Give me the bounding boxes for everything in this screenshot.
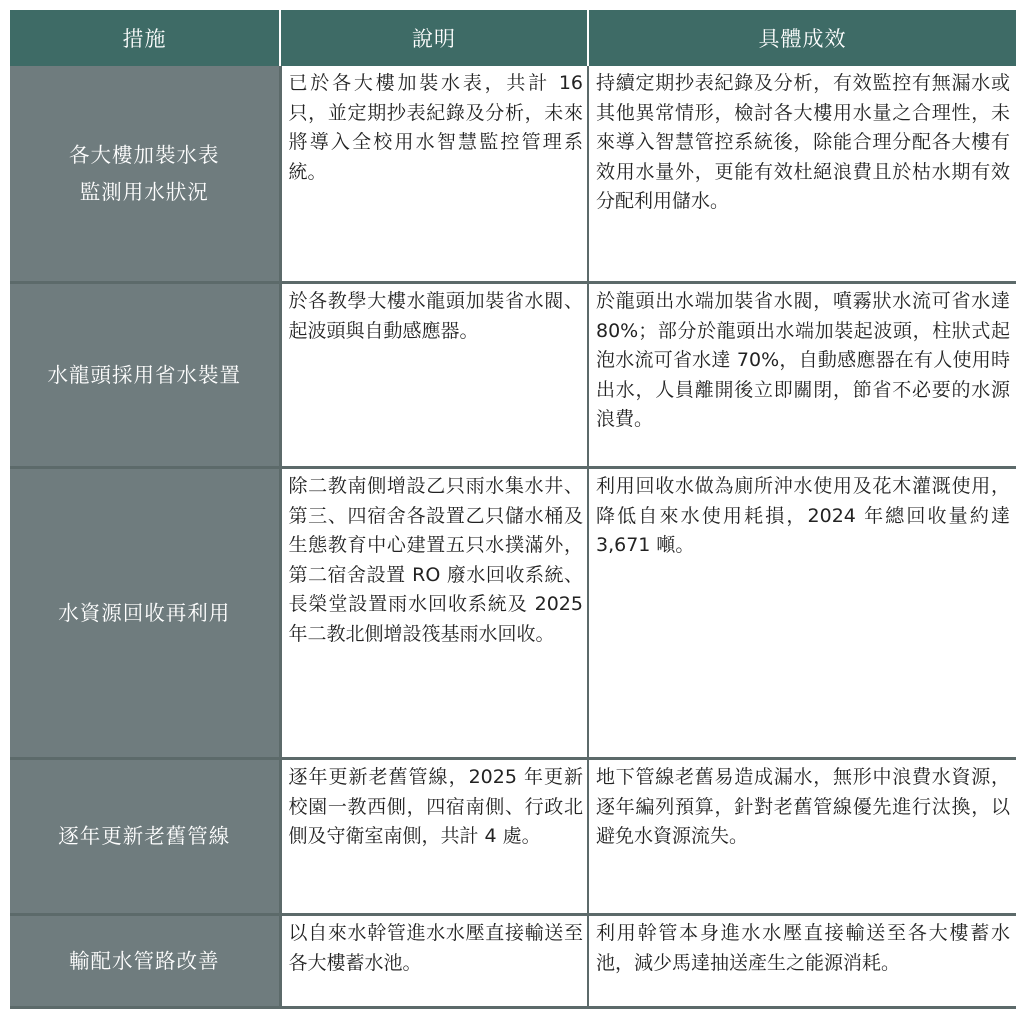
description-cell: 已於各大樓加裝水表，共計 16 只，並定期抄表紀錄及分析，未來將導入全校用水智慧監控管理系統。 bbox=[280, 66, 588, 283]
table-row bbox=[10, 915, 1016, 1008]
table-row bbox=[10, 66, 1016, 283]
table-row bbox=[10, 468, 1016, 759]
description-cell: 以自來水幹管進水水壓直接輸送至各大樓蓄水池。 bbox=[280, 915, 588, 1008]
description-cell: 於各教學大樓水龍頭加裝省水閥、起波頭與自動感應器。 bbox=[280, 283, 588, 468]
measure-cell: 水資源回收再利用 bbox=[10, 468, 280, 759]
measure-cell: 各大樓加裝水表 監測用水狀況 bbox=[10, 66, 280, 283]
effect-cell: 利用幹管本身進水水壓直接輸送至各大樓蓄水池，減少馬達抽送產生之能源消耗。 bbox=[588, 915, 1016, 1008]
header-description: 說明 bbox=[280, 10, 588, 66]
effect-cell: 持續定期抄表紀錄及分析，有效監控有無漏水或其他異常情形，檢討各大樓用水量之合理性，未來導入智慧管控系統後，除能合理分配各大樓有效用水量外，更能有效杜絕浪費且於枯水期有效分配利用儲水。 bbox=[588, 66, 1016, 283]
table-row bbox=[10, 759, 1016, 915]
measure-cell: 水龍頭採用省水裝置 bbox=[10, 283, 280, 468]
effect-cell: 利用回收水做為廁所沖水使用及花木灌溉使用，降低自來水使用耗損，2024 年總回收量約達 3,671 噸。 bbox=[588, 468, 1016, 759]
header-measure: 措施 bbox=[10, 10, 280, 66]
header-effect: 具體成效 bbox=[588, 10, 1016, 66]
effect-cell: 地下管線老舊易造成漏水，無形中浪費水資源，逐年編列預算，針對老舊管線優先進行汰換，以避免水資源流失。 bbox=[588, 759, 1016, 915]
table-header-row bbox=[10, 10, 1016, 66]
description-cell: 逐年更新老舊管線，2025 年更新校園一教西側，四宿南側、行政北側及守衛室南側，共計 4 處。 bbox=[280, 759, 588, 915]
measure-cell: 輸配水管路改善 bbox=[10, 915, 280, 1008]
effect-cell: 於龍頭出水端加裝省水閥，噴霧狀水流可省水達 80%；部分於龍頭出水端加裝起波頭，柱狀式起泡水流可省水達 70%，自動感應器在有人使用時出水，人員離開後立即關閉，節省不必要的水源浪費。 bbox=[588, 283, 1016, 468]
measure-cell: 逐年更新老舊管線 bbox=[10, 759, 280, 915]
description-cell: 除二教南側增設乙只雨水集水井、第三、四宿舍各設置乙只儲水桶及生態教育中心建置五只水撲滿外，第二宿舍設置 RO 廢水回收系統、長榮堂設置雨水回收系統及 2025 年二教北側增設筏基雨水回收。 bbox=[280, 468, 588, 759]
table-row bbox=[10, 283, 1016, 468]
water-measures-table-container bbox=[10, 10, 1016, 1009]
water-conservation-measures-table bbox=[10, 10, 1016, 1009]
